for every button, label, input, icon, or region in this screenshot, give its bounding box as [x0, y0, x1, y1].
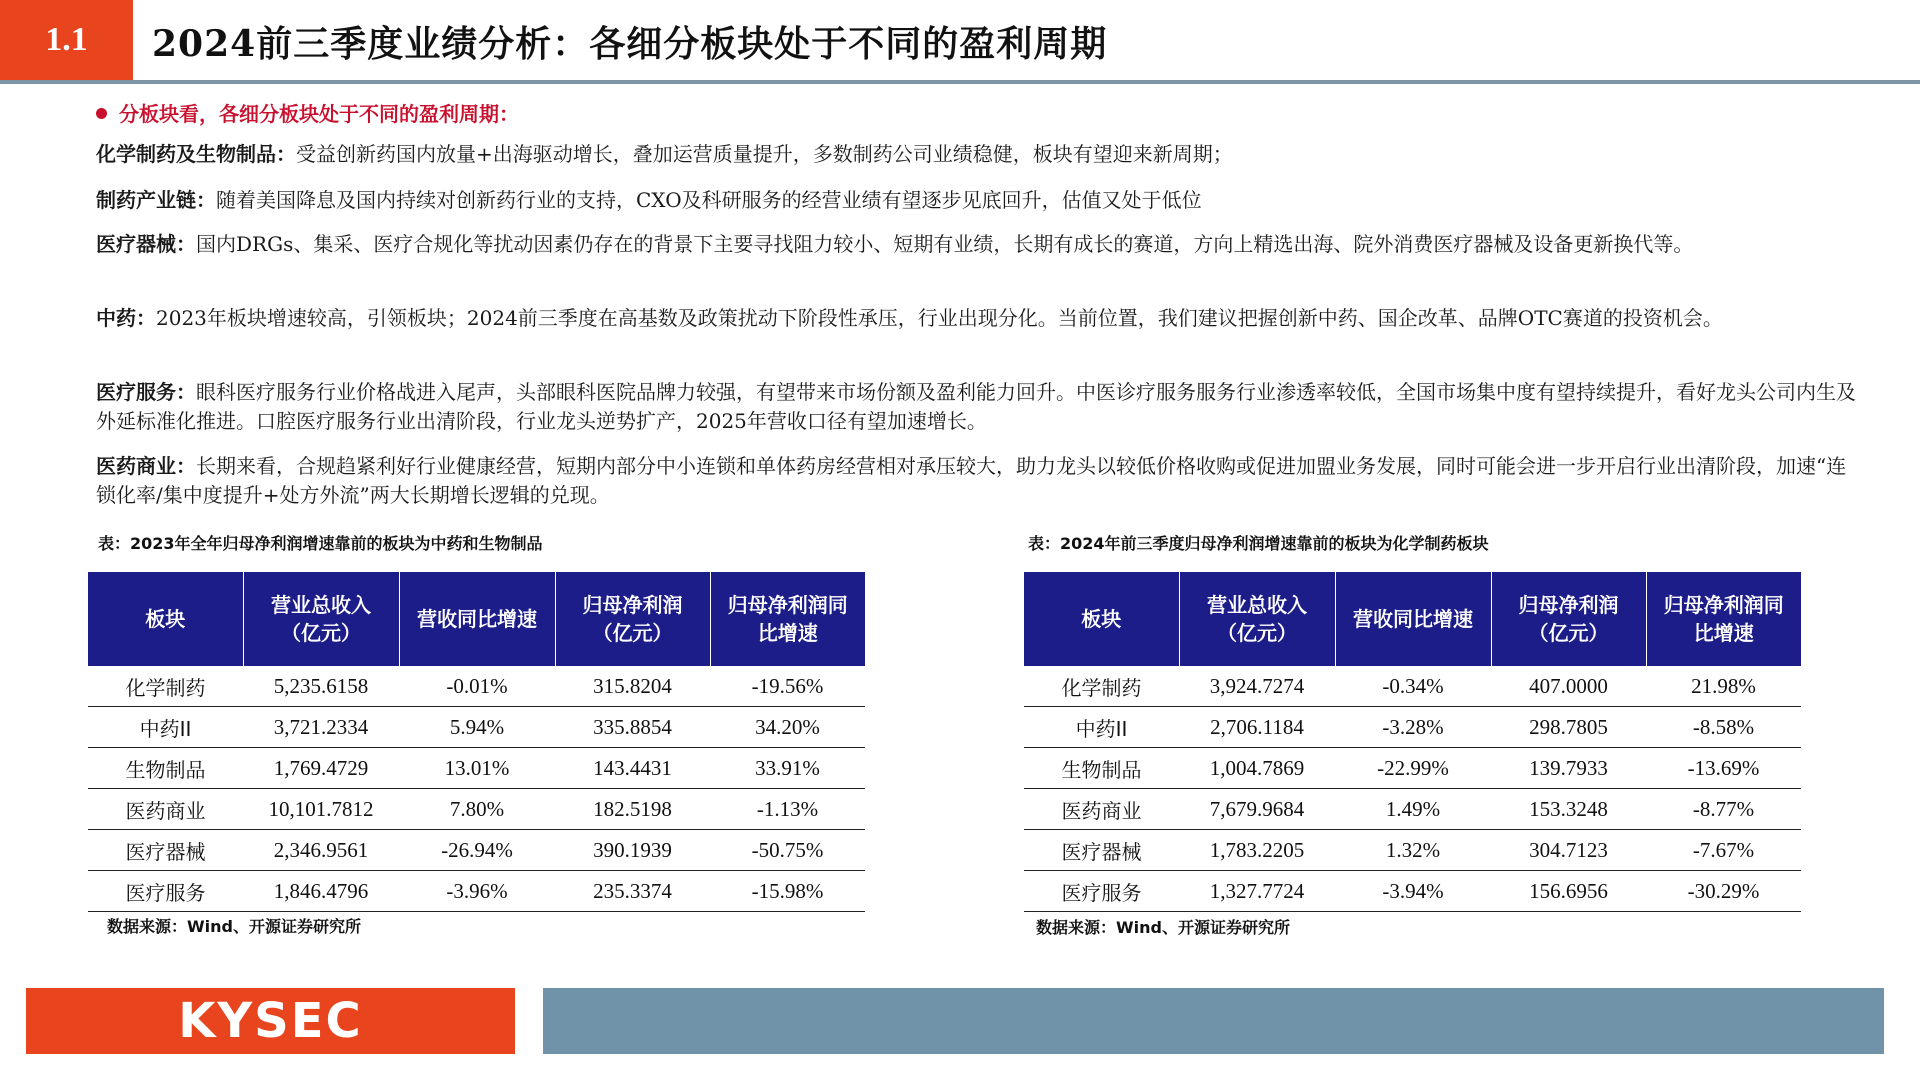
value-cell: 235.3374 [555, 871, 710, 912]
column-header-line: 比增速 [1693, 621, 1754, 645]
table-row [1024, 871, 1801, 912]
table-row [88, 789, 865, 830]
value-cell: -19.56% [710, 666, 865, 707]
sector-name-cell: 医疗服务 [88, 871, 243, 912]
paragraph-label: 医疗服务： [96, 380, 196, 404]
value-cell: -50.75% [710, 830, 865, 871]
value-cell: 7.80% [399, 789, 555, 830]
value-cell: 1,769.4729 [243, 748, 399, 789]
column-header [1491, 572, 1646, 666]
value-cell: -15.98% [710, 871, 865, 912]
column-header-line: 归母净利润 [582, 593, 683, 617]
column-header [1335, 572, 1491, 666]
table-row [1024, 707, 1801, 748]
value-cell: 407.0000 [1491, 666, 1646, 707]
value-cell: 1,004.7869 [1179, 748, 1335, 789]
value-cell: 156.6956 [1491, 871, 1646, 912]
table-2024-q1-q3 [1024, 572, 1801, 912]
page-title: 2024前三季度业绩分析：各细分板块处于不同的盈利周期 [152, 23, 1108, 65]
sector-name-cell: 中药II [1024, 707, 1179, 748]
bullet-dot-icon [96, 108, 107, 119]
sector-name-cell: 生物制品 [88, 748, 243, 789]
column-header-line: 归母净利润同 [1663, 593, 1784, 617]
bullet-heading [96, 98, 519, 127]
column-header-line: 板块 [1081, 607, 1122, 631]
value-cell: 10,101.7812 [243, 789, 399, 830]
value-cell: 5.94% [399, 707, 555, 748]
value-cell: -8.58% [1646, 707, 1801, 748]
column-header [1024, 572, 1179, 666]
column-header-line: 板块 [145, 607, 186, 631]
column-header-line: 比增速 [757, 621, 818, 645]
value-cell: -1.13% [710, 789, 865, 830]
value-cell: 2,346.9561 [243, 830, 399, 871]
table-row [88, 871, 865, 912]
value-cell: 1,846.4796 [243, 871, 399, 912]
value-cell: 182.5198 [555, 789, 710, 830]
table-row [88, 748, 865, 789]
paragraph-distribution [96, 452, 1866, 510]
sector-name-cell: 生物制品 [1024, 748, 1179, 789]
value-cell: -3.94% [1335, 871, 1491, 912]
value-cell: -3.96% [399, 871, 555, 912]
paragraph-chem-bio [96, 140, 1866, 169]
column-header [88, 572, 243, 666]
paragraph-label: 制药产业链： [96, 188, 216, 212]
sector-name-cell: 医药商业 [88, 789, 243, 830]
table-row [88, 830, 865, 871]
column-header-line: 营业总收入 [271, 593, 371, 617]
paragraph-text: 国内DRGs、集采、医疗合规化等扰动因素仍存在的背景下主要寻找阻力较小、短期有业绩，长期有成长的赛道，方向上精选出海、院外消费医疗器械及设备更新换代等。 [196, 232, 1694, 256]
value-cell: 143.4431 [555, 748, 710, 789]
value-cell: -13.69% [1646, 748, 1801, 789]
logo-text: KYSEC [178, 993, 363, 1049]
paragraph-tcm [96, 304, 1866, 333]
sector-name-cell: 医疗器械 [88, 830, 243, 871]
paragraph-label: 化学制药及生物制品： [96, 142, 296, 166]
value-cell: -3.28% [1335, 707, 1491, 748]
table-left-source: 数据来源：Wind、开源证券研究所 [107, 917, 361, 936]
sector-name-cell: 中药II [88, 707, 243, 748]
value-cell: 153.3248 [1491, 789, 1646, 830]
column-header [1646, 572, 1801, 666]
value-cell: 3,721.2334 [243, 707, 399, 748]
value-cell: 13.01% [399, 748, 555, 789]
value-cell: 7,679.9684 [1179, 789, 1335, 830]
value-cell: 5,235.6158 [243, 666, 399, 707]
paragraph-text: 长期来看，合规趋紧利好行业健康经营，短期内部分中小连锁和单体药房经营相对承压较大，助力龙头以较低价格收购或促进加盟业务发展，同时可能会进一步开启行业出清阶段，加速“连锁化率/集中度提升+处方外流”两大长期增长逻辑的兑现。 [96, 454, 1847, 507]
value-cell: -30.29% [1646, 871, 1801, 912]
column-header-line: 营收同比增速 [417, 607, 537, 631]
paragraph-pharma-chain [96, 186, 1866, 215]
value-cell: -8.77% [1646, 789, 1801, 830]
value-cell: 34.20% [710, 707, 865, 748]
paragraph-text: 随着美国降息及国内持续对创新药行业的支持，CXO及科研服务的经营业绩有望逐步见底回升，估值又处于低位 [216, 188, 1202, 212]
value-cell: 33.91% [710, 748, 865, 789]
column-header-line: 归母净利润同 [727, 593, 848, 617]
value-cell: 1.49% [1335, 789, 1491, 830]
column-header-line: （亿元） [592, 621, 673, 645]
column-header-line: （亿元） [1528, 621, 1609, 645]
value-cell: -7.67% [1646, 830, 1801, 871]
paragraph-label: 中药： [96, 306, 156, 330]
column-header-line: 归母净利润 [1518, 593, 1619, 617]
table-right-source: 数据来源：Wind、开源证券研究所 [1036, 918, 1290, 937]
sector-name-cell: 化学制药 [88, 666, 243, 707]
value-cell: -0.34% [1335, 666, 1491, 707]
bullet-text: 分板块看，各细分板块处于不同的盈利周期： [119, 102, 519, 126]
table-row [1024, 666, 1801, 707]
table-header-row [1024, 572, 1801, 666]
value-cell: 390.1939 [555, 830, 710, 871]
column-header-line: （亿元） [1217, 621, 1297, 645]
column-header [555, 572, 710, 666]
table-row [1024, 789, 1801, 830]
kysec-logo [26, 988, 515, 1054]
column-header [710, 572, 865, 666]
value-cell: -22.99% [1335, 748, 1491, 789]
paragraph-text: 眼科医疗服务行业价格战进入尾声，头部眼科医院品牌力较强，有望带来市场份额及盈利能力回升。中医诊疗服务服务行业渗透率较低，全国市场集中度有望持续提升，看好龙头公司内生及外延标准化推进。口腔医疗服务行业出清阶段，行业龙头逆势扩产，2025年营收口径有望加速增长。 [96, 380, 1856, 433]
title-divider [0, 80, 1920, 84]
sector-name-cell: 医疗服务 [1024, 871, 1179, 912]
column-header-line: 营收同比增速 [1353, 607, 1473, 631]
paragraph-text: 受益创新药国内放量+出海驱动增长，叠加运营质量提升，多数制药公司业绩稳健，板块有望迎来新周期； [296, 142, 1233, 166]
table-header-row [88, 572, 865, 666]
sector-name-cell: 化学制药 [1024, 666, 1179, 707]
paragraph-label: 医药商业： [96, 454, 196, 478]
table-left-caption: 表：2023年全年归母净利润增速靠前的板块为中药和生物制品 [98, 534, 543, 553]
value-cell: 21.98% [1646, 666, 1801, 707]
column-header-line: 营业总收入 [1207, 593, 1307, 617]
sector-name-cell: 医药商业 [1024, 789, 1179, 830]
paragraph-med-services [96, 378, 1866, 436]
value-cell: 1.32% [1335, 830, 1491, 871]
value-cell: 335.8854 [555, 707, 710, 748]
value-cell: -0.01% [399, 666, 555, 707]
value-cell: 1,327.7724 [1179, 871, 1335, 912]
value-cell: 2,706.1184 [1179, 707, 1335, 748]
table-row [88, 666, 865, 707]
value-cell: 304.7123 [1491, 830, 1646, 871]
table-right-caption: 表：2024年前三季度归母净利润增速靠前的板块为化学制药板块 [1028, 534, 1489, 553]
sector-name-cell: 医疗器械 [1024, 830, 1179, 871]
table-row [1024, 748, 1801, 789]
table-row [88, 707, 865, 748]
table-2023-full-year [88, 572, 865, 912]
footer-bar [543, 988, 1884, 1054]
value-cell: -26.94% [399, 830, 555, 871]
value-cell: 298.7805 [1491, 707, 1646, 748]
paragraph-label: 医疗器械： [96, 232, 196, 256]
column-header-line: （亿元） [281, 621, 361, 645]
value-cell: 315.8204 [555, 666, 710, 707]
table-row [1024, 830, 1801, 871]
column-header [399, 572, 555, 666]
value-cell: 139.7933 [1491, 748, 1646, 789]
value-cell: 3,924.7274 [1179, 666, 1335, 707]
column-header [1179, 572, 1335, 666]
value-cell: 1,783.2205 [1179, 830, 1335, 871]
paragraph-text: 2023年板块增速较高，引领板块；2024前三季度在高基数及政策扰动下阶段性承压，行业出现分化。当前位置，我们建议把握创新中药、国企改革、品牌OTC赛道的投资机会。 [156, 306, 1723, 330]
section-number: 1.1 [0, 0, 133, 80]
column-header [243, 572, 399, 666]
paragraph-devices [96, 230, 1866, 259]
